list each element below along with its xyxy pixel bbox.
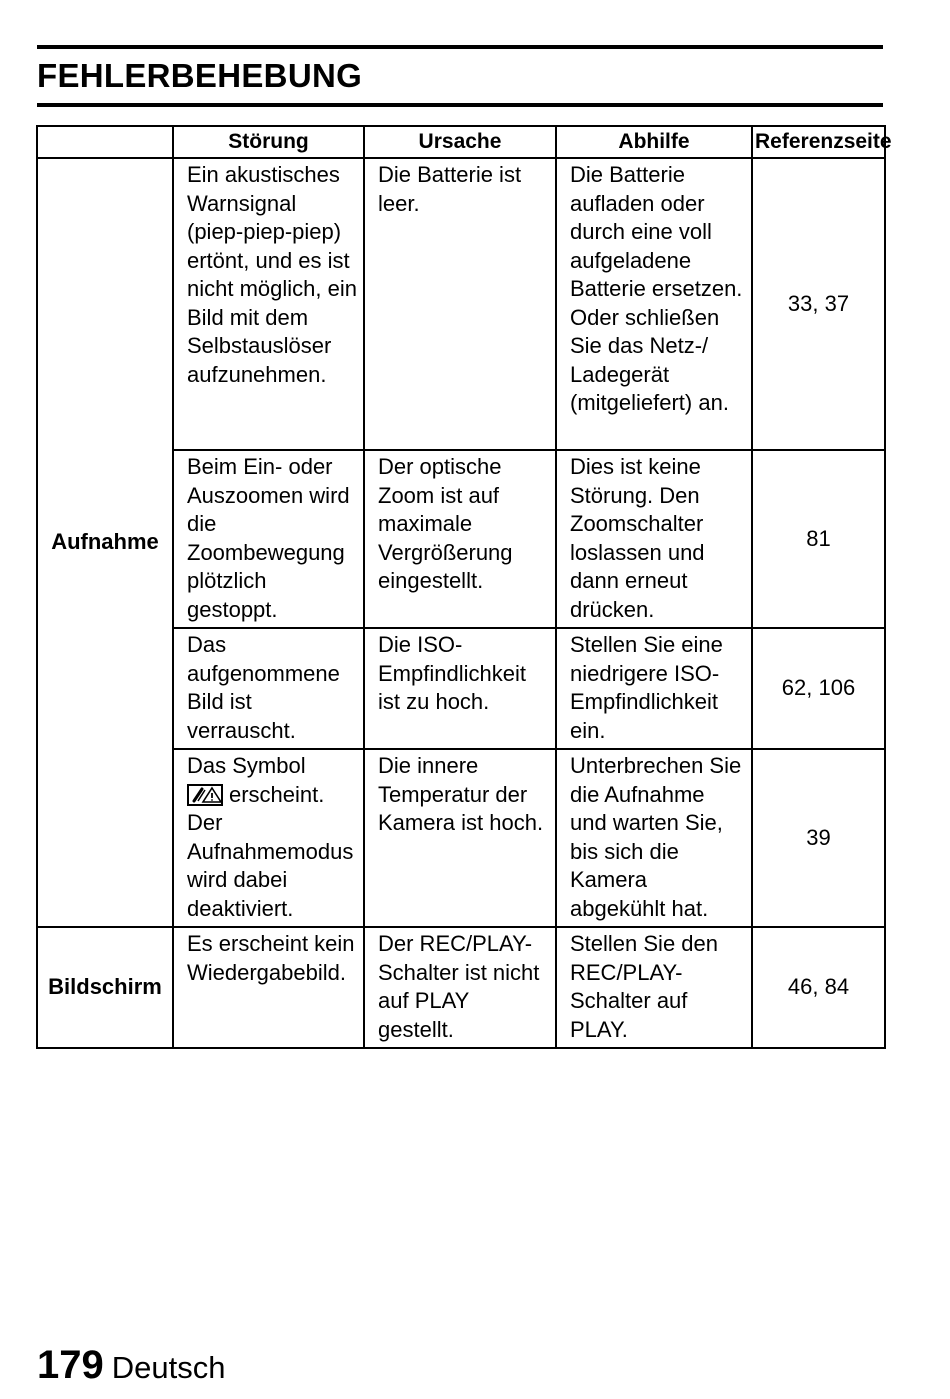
language-label: Deutsch	[111, 1350, 226, 1385]
header-remedy: Abhilfe	[556, 126, 752, 158]
header-category	[37, 126, 173, 158]
top-rule	[37, 45, 883, 49]
problem-cell	[173, 749, 364, 927]
table-row	[37, 158, 885, 450]
problem-prefix: Das Symbol	[187, 753, 306, 778]
reference-cell: 46, 84	[752, 927, 885, 1048]
table-row	[37, 927, 885, 1048]
cause-cell: Die Batterie ist leer.	[364, 158, 556, 450]
title-rule	[37, 103, 883, 107]
remedy-cell: Stellen Sie den REC/PLAY-Schalter auf PLAY.	[556, 927, 752, 1048]
header-reference: Referenzseite	[752, 126, 885, 158]
cause-cell: Der REC/PLAY-Schalter ist nicht auf PLAY gestellt.	[364, 927, 556, 1048]
problem-cell: Das aufgenommene Bild ist verrauscht.	[173, 628, 364, 749]
problem-cell: Beim Ein- oder Auszoomen wird die Zoombewegung plötzlich gestoppt.	[173, 450, 364, 628]
cause-cell: Die ISO-Empfindlichkeit ist zu hoch.	[364, 628, 556, 749]
thermometer-warning-icon	[187, 784, 223, 806]
reference-cell: 39	[752, 749, 885, 927]
reference-cell: 81	[752, 450, 885, 628]
remedy-cell: Stellen Sie eine niedrigere ISO-Empfindlichkeit ein.	[556, 628, 752, 749]
troubleshooting-table	[36, 125, 892, 1049]
category-screen: Bildschirm	[37, 927, 173, 1048]
problem-suffix: erscheint. Der Aufnahmemodus wird dabei deaktiviert.	[187, 781, 354, 921]
problem-cell: Es erscheint kein Wiedergabebild.	[173, 927, 364, 1048]
remedy-cell: Die Batterie aufladen oder durch eine voll aufgeladene Batterie ersetzen. Oder schließen Sie das Netz-/ Ladegerät (mitgeliefert) an.	[556, 158, 752, 450]
reference-cell: 33, 37	[752, 158, 885, 450]
page-number: 179	[37, 1343, 104, 1387]
header-problem: Störung	[173, 126, 364, 158]
cause-cell: Der optische Zoom ist auf maximale Vergrößerung eingestellt.	[364, 450, 556, 628]
category-recording: Aufnahme	[37, 158, 173, 927]
header-cause: Ursache	[364, 126, 556, 158]
problem-cell: Ein akustisches Warnsignal (piep-piep-piep) ertönt, und es ist nicht möglich, ein Bild mit dem Selbstauslöser aufzunehmen.	[173, 158, 364, 450]
table-header-row	[37, 126, 885, 158]
remedy-cell: Dies ist keine Störung. Den Zoomschalter loslassen und dann erneut drücken.	[556, 450, 752, 628]
page-title: FEHLERBEHEBUNG	[37, 57, 363, 94]
reference-cell: 62, 106	[752, 628, 885, 749]
cause-cell: Die innere Temperatur der Kamera ist hoch.	[364, 749, 556, 927]
page-footer	[37, 1340, 225, 1399]
remedy-cell: Unterbrechen Sie die Aufnahme und warten Sie, bis sich die Kamera abgekühlt hat.	[556, 749, 752, 927]
